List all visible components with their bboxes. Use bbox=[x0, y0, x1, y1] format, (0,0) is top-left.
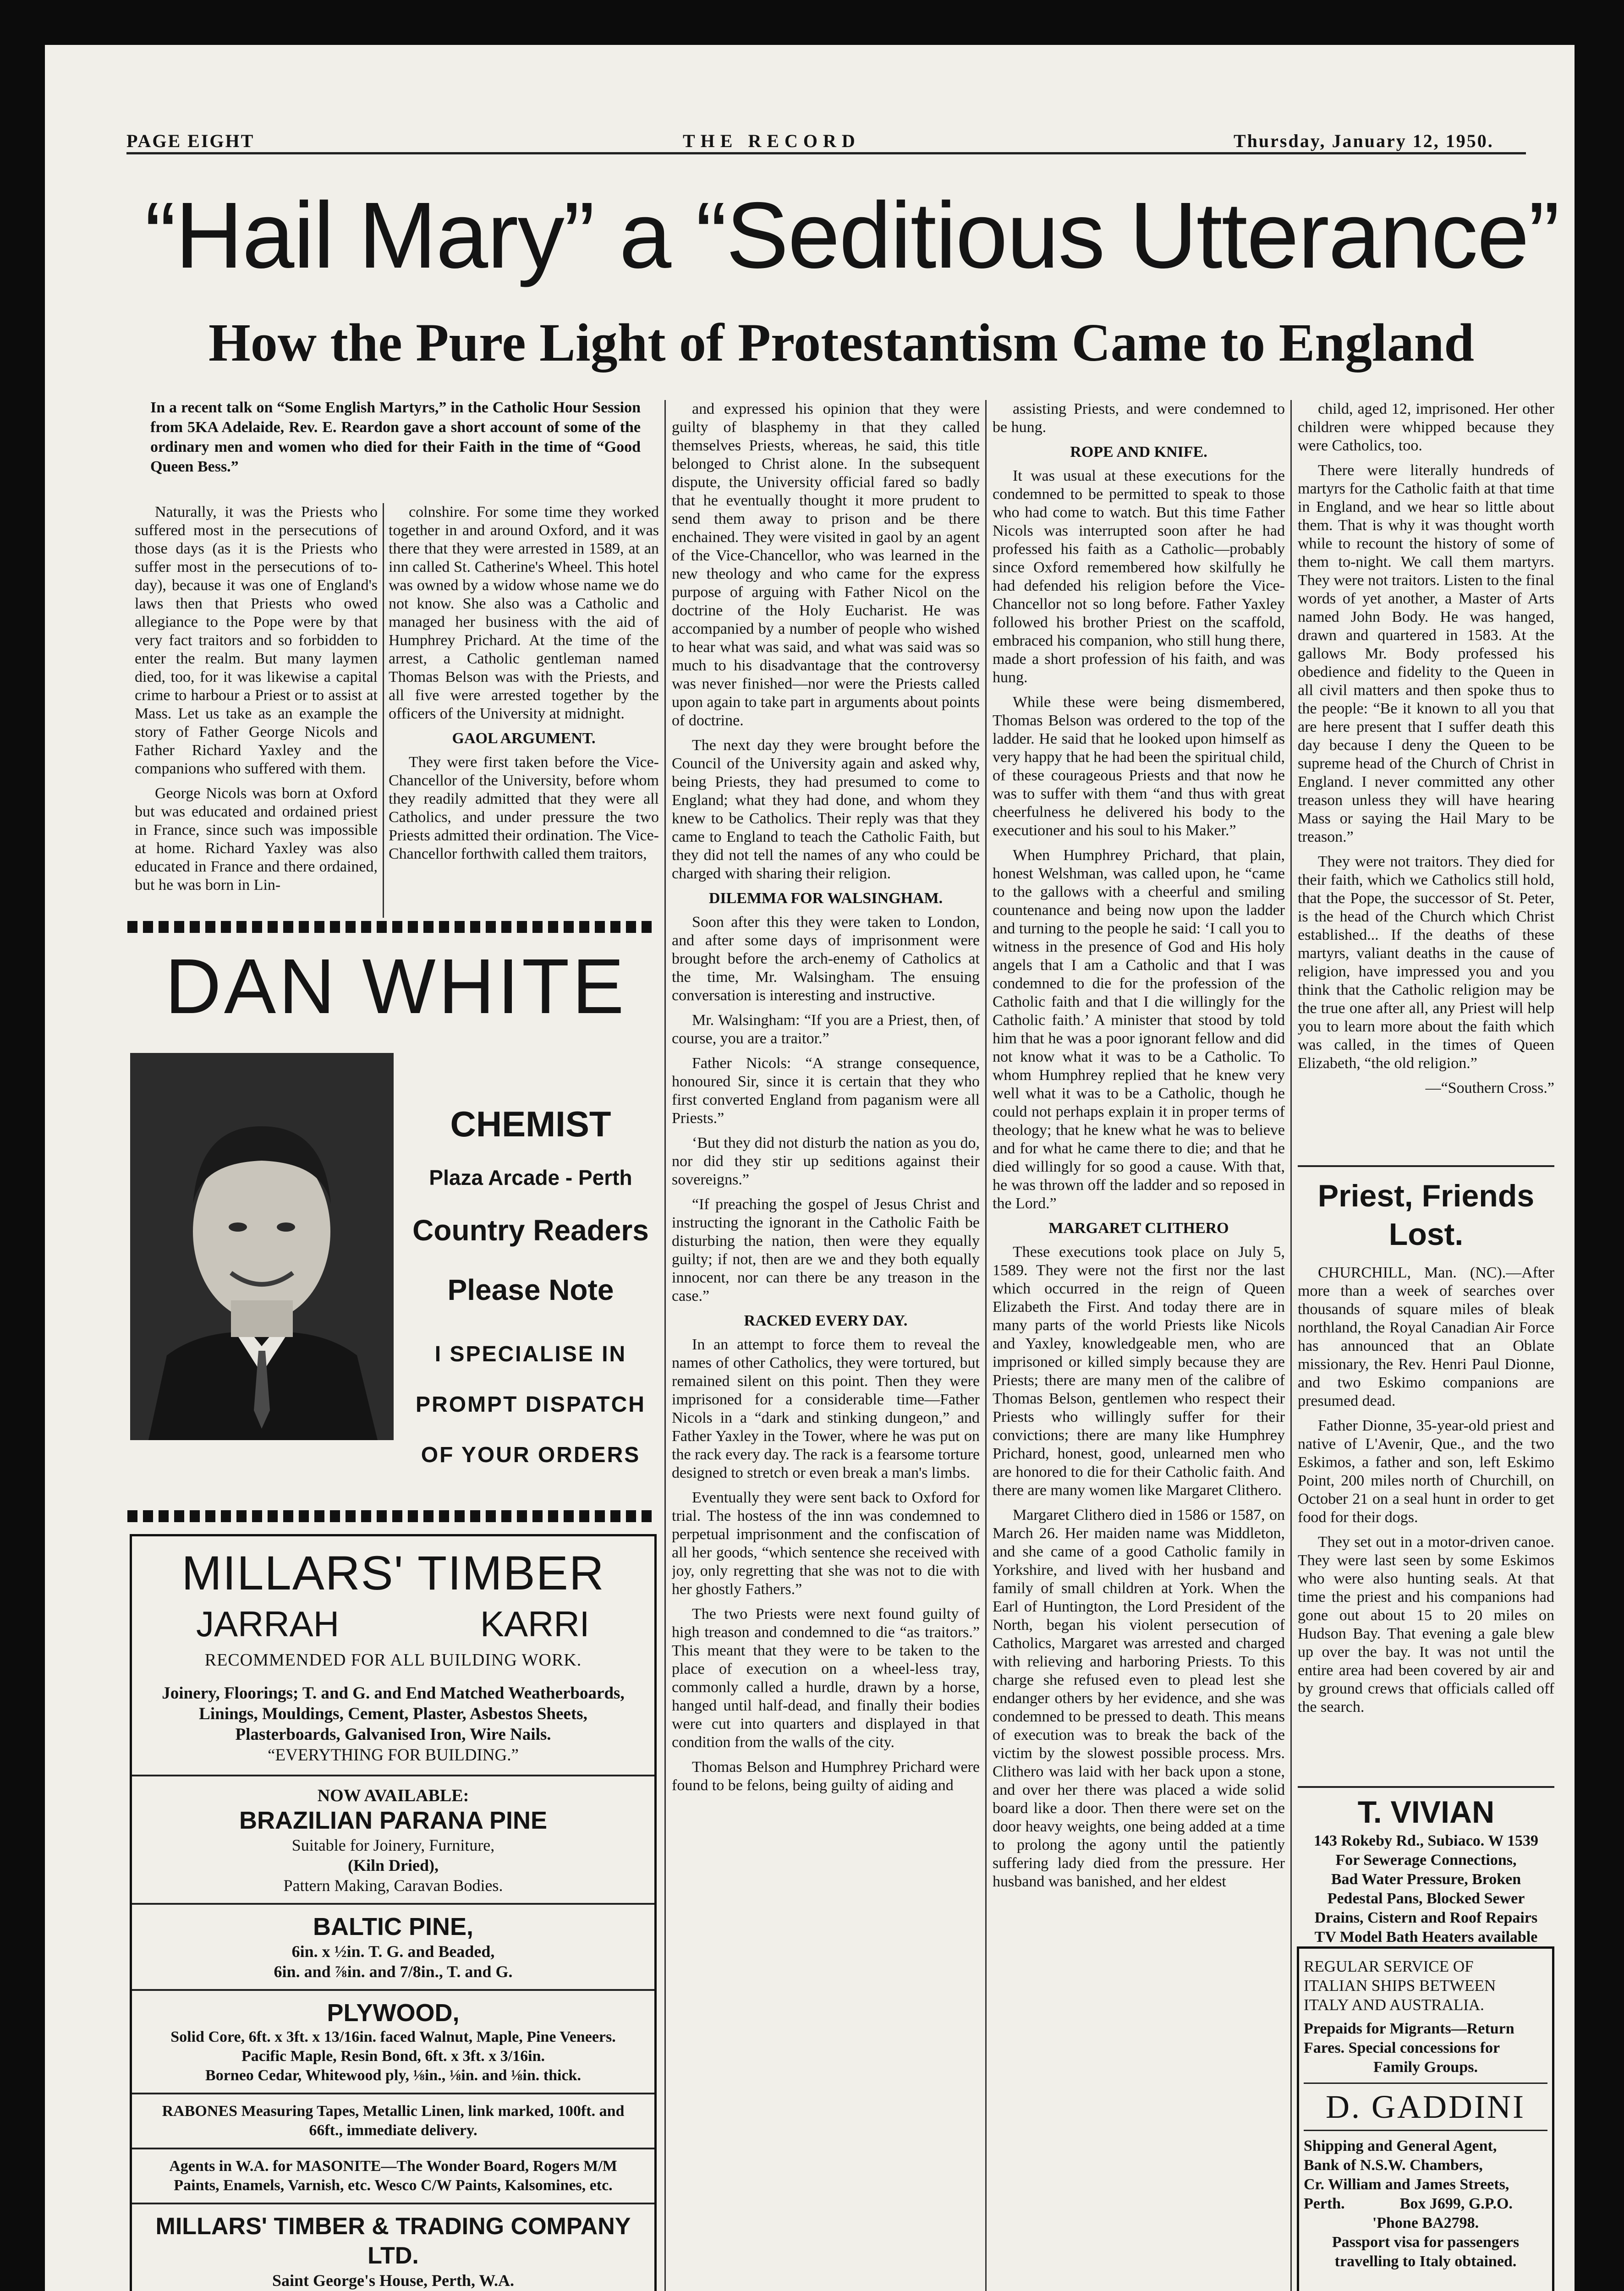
ad-millars-ply2: Pacific Maple, Resin Bond, 6ft. x 3ft. x 3/16in. bbox=[241, 2048, 545, 2065]
ad-gaddini-name: D. GADDINI bbox=[1304, 2083, 1547, 2131]
ad-gaddini-p1: Passport visa for passengers bbox=[1332, 2234, 1520, 2251]
ad-millars-ply3: Borneo Cedar, Whitewood ply, ⅛in., ⅛in. and ⅛in. thick. bbox=[205, 2067, 581, 2084]
divider bbox=[132, 1775, 654, 1776]
paragraph: In an attempt to force them to reveal the names of other Catholics, they were tortured, but remained silent on this point. Then they were imprisoned for a considerable time—Father Nicols in a “dark and stinking dungeon,” and Father Yaxley in the Tower, where he was put on the rack every day. The rack is a fearsome torture designed to stretch or even break a man's limbs. bbox=[672, 1336, 980, 1481]
ad-dan-name: DAN WHITE bbox=[165, 943, 627, 1030]
section-heading: ROPE AND KNIFE. bbox=[1070, 444, 1207, 460]
paragraph: and expressed his opinion that they were guilty of blasphemy in that they called themselves Priests, whereas, he said, this title belonged to Christ alone. In the subsequent dispute, the University official fared so badly that he eventually thought it more prudent to send them away to prison and be there enchained. They were visited in gaol by an agent of the Vice-Chancellor, who was learned in the new theology and who came for the express purpose of arguing with Father Nicol on the doctrine of the Holy Eucharist. He was accompanied by a number of people who wished to hear what was said, and what was said was so much to his disadvantage that the controversy was never finished—nor were the Priests called upon again to take part in arguments about points of doctrine. bbox=[672, 400, 980, 729]
ad-millars-everything: “EVERYTHING FOR BUILDING.” bbox=[268, 1746, 519, 1765]
ad-gaddini-a1: Shipping and General Agent, bbox=[1304, 2138, 1497, 2154]
ad-millars-rabones: RABONES Measuring Tapes, Metallic Linen, link marked, 100ft. and 66ft., immediate delivery. bbox=[162, 2103, 625, 2139]
paragraph: While these were being dismembered, Thomas Belson was ordered to the top of the ladder. He said that he looked upon himself as very happy that he had been the spiritual child, of these courageous Priests and that now he was to suffer with them “and thus with great cheerfulness he delivered his body to the executioner and his soul to his Maker.” bbox=[993, 694, 1285, 839]
ad-vivian-l2: Bad Water Pressure, Broken bbox=[1331, 1871, 1521, 1888]
ad-vivian-addr: 143 Rokeby Rd., Subiaco. W 1539 bbox=[1314, 1832, 1538, 1849]
ad-gaddini-l3: ITALY AND AUSTRALIA. bbox=[1304, 1996, 1484, 2014]
paragraph: These executions took place on July 5, 1589. They were not the first nor the last which occurred in the reign of Queen Elizabeth the First. And today there are in many parts of the world Priests like Nicols and Yaxley, knowledgeable men, who are imprisoned or killed simply because they are Priests; there are many men of the calibre of Thomas Belson, gentlemen who respect their Priests who willingly suffer for their convictions; there are many like Humphrey Prichard, honest, good, unlearned men who are honored to die for their Catholic faith. And there are many women like Margaret Clithero. bbox=[993, 1244, 1285, 1499]
paragraph: George Nicols was born at Oxford but was educated and ordained priest in France, since such was impossible at home. Richard Yaxley was also educated in France and there ordained, but he was born in Lin- bbox=[135, 785, 378, 893]
ad-gaddini-l6: Family Groups. bbox=[1373, 2059, 1478, 2076]
divider bbox=[132, 2148, 654, 2149]
column-rule bbox=[383, 503, 384, 918]
divider bbox=[132, 1989, 654, 1991]
ad-gaddini-a4: Perth. bbox=[1304, 2195, 1345, 2212]
sidebar-title: Priest, Friends Lost. bbox=[1317, 1178, 1535, 1252]
paragraph: ‘But they did not disturb the nation as you do, nor did they stir up seditions against their sovereigns.” bbox=[672, 1135, 980, 1188]
chemist-portrait bbox=[130, 1053, 394, 1440]
headline: “Hail Mary” a “Seditious Utterance” bbox=[145, 183, 1559, 288]
ad-gaddini-a2: Bank of N.S.W. Chambers, bbox=[1304, 2157, 1483, 2174]
ad-gaddini-l4: Prepaids for Migrants—Return bbox=[1304, 2020, 1514, 2037]
ad-millars-baltic1: 6in. x ½in. T. G. and Beaded, bbox=[291, 1942, 495, 1961]
paragraph: When Humphrey Prichard, that plain, honest Welshman, was called upon, he “came to the gallows with a cheerful and smiling countenance and being now upon the ladder and turning to the people he said: ‘I call you to witness in the presence of God and His holy angels that I am a Catholic and that I was condemned to die for the profession of the Catholic faith and that I die willingly for the Catholic faith.’ A minister that stood by told him that he was a poor ignorant fellow and did not know what it was to be a Catholic. To whom Humphrey replied that he knew very well what it was to be a Catholic, though he could not perhaps explain it in proper terms of theology; that he knew what he was to believe and for what he came there to die; and that he died willingly for so good a cause. With that, he was thrown off the ladder and so reposed in the Lord.” bbox=[993, 847, 1285, 1212]
paragraph: Mr. Walsingham: “If you are a Priest, then, of course, you are a traitor.” bbox=[672, 1012, 980, 1047]
ad-millars-ply: PLYWOOD, bbox=[327, 1999, 460, 2027]
section-heading: RACKED EVERY DAY. bbox=[744, 1312, 908, 1329]
ad-gaddini-l5: Fares. Special concessions for bbox=[1304, 2039, 1500, 2056]
paragraph: The next day they were brought before the Council of the University again and asked why, being Priests, they had presumed to come to England; what they had done, and whom they knew to be Catholics. Their reply was that they came to England to teach the Catholic Faith, but they did not tell the names of any who could be charged with sharing their religion. bbox=[672, 737, 980, 882]
ad-vivian bbox=[1298, 1793, 1554, 1947]
section-rule bbox=[1298, 1165, 1554, 1167]
paragraph: child, aged 12, imprisoned. Her other children were whipped because they were Catholics, too. bbox=[1298, 400, 1554, 454]
paragraph: Eventually they were sent back to Oxford for trial. The hostess of the inn was condemned to perpetual imprisonment and the confiscation of all her goods, “which sentence she received with joy, only regretting that she was not to die with her ghostly Fathers.” bbox=[672, 1489, 980, 1598]
ad-vivian-l4: Drains, Cistern and Roof Repairs bbox=[1314, 1909, 1538, 1926]
header-rule bbox=[126, 152, 1526, 154]
ad-vivian-name: T. VIVIAN bbox=[1357, 1795, 1495, 1830]
section-heading: GAOL ARGUMENT. bbox=[452, 730, 596, 747]
ad-millars-ply1: Solid Core, 6ft. x 3ft. x 13/16in. faced Walnut, Maple, Pine Veneers. bbox=[170, 2028, 616, 2045]
paragraph: assisting Priests, and were condemned to be hung. bbox=[993, 400, 1285, 436]
masthead: THE RECORD bbox=[683, 131, 861, 151]
paragraph: Naturally, it was the Priests who suffered most in the persecutions of those days (as it is the Priests who suffer most in the persecutions of to-day), because it was one of England's laws then that Priests who owed allegiance to the Pope were by that very fact traitors and so forbidden to enter the realm. But many laymen died, too, for it was likewise a capital crime to harbour a Priest or to assist at Mass. Let us take as an example the story of Father George Nicols and Father Richard Yaxley and the companions who suffered with them. bbox=[135, 504, 378, 777]
column-rule bbox=[985, 400, 987, 2291]
ad-dan-line1: Country Readers bbox=[412, 1214, 649, 1247]
article-column-3 bbox=[672, 400, 980, 2291]
ad-dan-place: Plaza Arcade - Perth bbox=[429, 1166, 632, 1189]
subheadline: How the Pure Light of Protestantism Came to England bbox=[208, 312, 1474, 373]
ad-gaddini-phone: 'Phone BA2798. bbox=[1372, 2214, 1479, 2231]
ad-millars-pine2: (Kiln Dried), bbox=[348, 1856, 439, 1874]
paragraph: Thomas Belson and Humphrey Prichard were found to be felons, being guilty of aiding and bbox=[672, 1759, 980, 1794]
ad-gaddini-p2: travelling to Italy obtained. bbox=[1334, 2253, 1517, 2270]
article-intro: In a recent talk on “Some English Martyrs,” in the Catholic Hour Session from 5KA Adelaide, Rev. E. Reardon gave a short account of some of the ordinary men and women who died for their Faith in the time of “Good Queen Bess.” bbox=[150, 399, 641, 475]
article-column-4 bbox=[993, 400, 1285, 2291]
issue-date: Thursday, January 12, 1950. bbox=[1234, 131, 1494, 151]
ad-millars-pine: BRAZILIAN PARANA PINE bbox=[239, 1807, 547, 1834]
newspaper-page bbox=[45, 45, 1575, 2291]
ad-vivian-l5: TV Model Bath Heaters available bbox=[1314, 1929, 1538, 1946]
ad-dan-s3: OF YOUR ORDERS bbox=[421, 1443, 641, 1467]
section-rule bbox=[1298, 1786, 1554, 1788]
ad-dan-role: CHEMIST bbox=[450, 1104, 611, 1144]
ad-millars-rec: RECOMMENDED FOR ALL BUILDING WORK. bbox=[204, 1650, 582, 1670]
paragraph: Father Dionne, 35-year-old priest and native of L'Avenir, Que., and the two Eskimos, a father and son, left Eskimo Point, 200 miles north of Churchill, on October 21 on a seal hunt in order to get food for their dogs. bbox=[1298, 1417, 1554, 1526]
article-source: —“Southern Cross.” bbox=[1425, 1080, 1554, 1096]
ad-vivian-l1: For Sewerage Connections, bbox=[1335, 1852, 1517, 1869]
paragraph: They set out in a motor-driven canoe. They were last seen by some Eskimos who were also hunting seals. At that time the priest and his companions had gone out about 15 to 20 miles on Hudson Bay. That evening a gale blew up over the bay. It was not until the entire area had been covered by air and by ground crews that officials called off the search. bbox=[1298, 1534, 1554, 1716]
ad-dan-line2: Please Note bbox=[447, 1273, 614, 1306]
portrait-image bbox=[130, 1053, 394, 1440]
ad-border bbox=[127, 921, 657, 933]
paragraph: Father Nicols: “A strange consequence, honoured Sir, since it is certain that they who first converted England from paganism were all Priests.” bbox=[672, 1055, 980, 1127]
divider bbox=[132, 1903, 654, 1905]
ad-millars-pine3: Pattern Making, Caravan Bodies. bbox=[283, 1876, 503, 1895]
article-column-2 bbox=[389, 503, 659, 915]
ad-gaddini-l2: ITALIAN SHIPS BETWEEN bbox=[1304, 1977, 1496, 1995]
paragraph: “If preaching the gospel of Jesus Christ and instructing the ignorant in the Catholic Faith be disturbing the nation, then were they equally guilty; if not, then are we and they both equally innocent, nor can there be any treason in the case.” bbox=[672, 1196, 980, 1304]
ad-millars bbox=[130, 1534, 657, 2291]
sidebar-story bbox=[1298, 1264, 1554, 1781]
ad-millars-jarrah: JARRAH bbox=[196, 1604, 340, 1644]
ad-vivian-l3: Pedestal Pans, Blocked Sewer bbox=[1327, 1890, 1525, 1907]
paragraph: Margaret Clithero died in 1586 or 1587, on March 26. Her maiden name was Middleton, and she came of a good Catholic family in Yorkshire, and lived with her husband and family of small children at York. When the Earl of Huntington, the Lord President of the North, began his violent persecution of Catholics, Margaret was arrested and charged with relieving and harboring Priests. To this charge she refused even to plead lest she endanger others by her evidence, and she was condemned to be pressed to death. This means of execution was to break the back of the victim by the slowest possible process. Mrs. Clithero was laid with her back upon a stone, and over her there was placed a wide solid board like a door. Then there were set on the door heavy weights, one being added at a time to prolong the agony until the patiently suffering lady died from the pressure. Her husband was banished, and her eldest bbox=[993, 1507, 1285, 1890]
section-heading: MARGARET CLITHERO bbox=[1048, 1220, 1229, 1237]
ad-millars-agents: Agents in W.A. for MASONITE—The Wonder Board, Rogers M/M Paints, Enamels, Varnish, etc. Wesco C/W Paints, Kalsomines, etc. bbox=[169, 2158, 617, 2194]
ad-millars-baltic2: 6in. and ⅞in. and 7/8in., T. and G. bbox=[274, 1962, 513, 1981]
ad-millars-company: MILLARS' TIMBER & TRADING COMPANY LTD. bbox=[155, 2213, 631, 2269]
ad-border bbox=[127, 1510, 657, 1522]
paragraph: colnshire. For some time they worked together in and around Oxford, and it was there that they were arrested in 1589, at an inn called St. Catherine's Wheel. This hotel was owned by a widow whose name we do not know. She also was a Catholic and managed her business with the aid of Humphrey Prichard. At the time of the arrest, a Catholic gentleman named Thomas Belson was with the Priests, and all five were arrested together by the officers of the University at midnight. bbox=[389, 504, 659, 722]
divider bbox=[132, 2093, 654, 2094]
paragraph: There were literally hundreds of martyrs for the Catholic faith at that time in England, and we hear so little about them. That is why it was thought worth while to recount the history of some of them to-night. We call them martyrs. They were not traitors. Listen to the final words of yet another, a Master of Arts named John Body. He was hanged, drawn and quartered in 1583. At the gallows Mr. Body professed his obedience and fidelity to the Queen in all civil matters and then spoke thus to the people: “Be it known to all you that are here present that I suffer death this day because I deny the Queen to be supreme head of the Church of Christ in England. I never committed any other treason unless they will have hearing Mass or saying the Hail Mary to be treason.” bbox=[1298, 462, 1554, 845]
ad-millars-karri: KARRI bbox=[480, 1604, 590, 1644]
ad-millars-baltic: BALTIC PINE, bbox=[313, 1913, 473, 1940]
paragraph: CHURCHILL, Man. (NC).—After more than a week of searches over thousands of square miles of bleak northland, the Royal Canadian Air Force has announced that an Oblate missionary, the Rev. Henri Paul Dionne, and two Eskimo companions are presumed dead. bbox=[1298, 1264, 1554, 1409]
paragraph: They were not traitors. They died for their faith, which we Catholics still hold, that the Pope, the successor of St. Peter, is the head of the Church which Christ established... If the deaths of these martyrs, valiant deaths in the cause of religion, have impressed you and you think that the Catholic religion may be the true one after all, any Priest will help you to learn more about the faith which was called, in the times of Queen Elizabeth, “the old religion.” bbox=[1298, 853, 1554, 1072]
ad-dan-s2: PROMPT DISPATCH bbox=[416, 1392, 646, 1417]
paragraph: Soon after this they were taken to London, and after some days of imprisonment were brought before the arch-enemy of Catholics at the time, Mr. Walsingham. The ensuing conversation is interesting and instructive. bbox=[672, 914, 980, 1004]
ad-gaddini bbox=[1297, 1946, 1554, 2291]
article-column-5 bbox=[1298, 400, 1554, 1158]
column-rule bbox=[1290, 400, 1292, 2291]
ad-millars-addr: Saint George's House, Perth, W.A. bbox=[272, 2271, 514, 2290]
paragraph: The two Priests were next found guilty of high treason and condemned to die “as traitors.” This meant that they were to be taken to the place of execution on a wheel-less tray, commonly called a hurdle, drawn by a horse, hanged until half-dead, and finally their bodies were cut into quarters and displayed in that condition from the walls of the city. bbox=[672, 1606, 980, 1751]
ad-millars-title: MILLARS' TIMBER bbox=[181, 1546, 605, 1600]
paragraph: It was usual at these executions for the condemned to be permitted to speak to those who had come to watch. But this time Father Nicols was interrupted soon after he had professed his faith as a Catholic—probably since Oxford remembered how skilfully he had defended his religion before the Vice-Chancellor not so long before. Father Yaxley followed his brother Priest on the scaffold, embraced his companion, who still hung there, made a short profession of his faith, and was hung. bbox=[993, 467, 1285, 686]
ad-millars-pine1: Suitable for Joinery, Furniture, bbox=[291, 1836, 495, 1854]
article-column-1 bbox=[135, 503, 378, 915]
page-number: PAGE EIGHT bbox=[126, 131, 255, 151]
column-rule bbox=[664, 400, 666, 2291]
ad-gaddini-a3: Cr. William and James Streets, bbox=[1304, 2176, 1509, 2193]
ad-millars-products: Joinery, Floorings; T. and G. and End Matched Weatherboards, Linings, Mouldings, Cement, Plaster, Asbestos Sheets, Plasterboards, Galvanised Iron, Wire Nails. bbox=[162, 1684, 625, 1744]
ad-gaddini-l1: REGULAR SERVICE OF bbox=[1304, 1957, 1474, 1975]
section-heading: DILEMMA FOR WALSINGHAM. bbox=[708, 890, 943, 907]
ad-millars-now: NOW AVAILABLE: bbox=[317, 1786, 469, 1805]
ad-dan-s1: I SPECIALISE IN bbox=[434, 1342, 627, 1366]
ad-gaddini-box: Box J699, G.P.O. bbox=[1399, 2195, 1513, 2212]
divider bbox=[132, 2203, 654, 2204]
paragraph: They were first taken before the Vice-Chancellor of the University, before whom they readily admitted that they were all Catholics, and under pressure the two Priests admitted their ordination. The Vice-Chancellor forthwith called them traitors, bbox=[389, 754, 659, 862]
